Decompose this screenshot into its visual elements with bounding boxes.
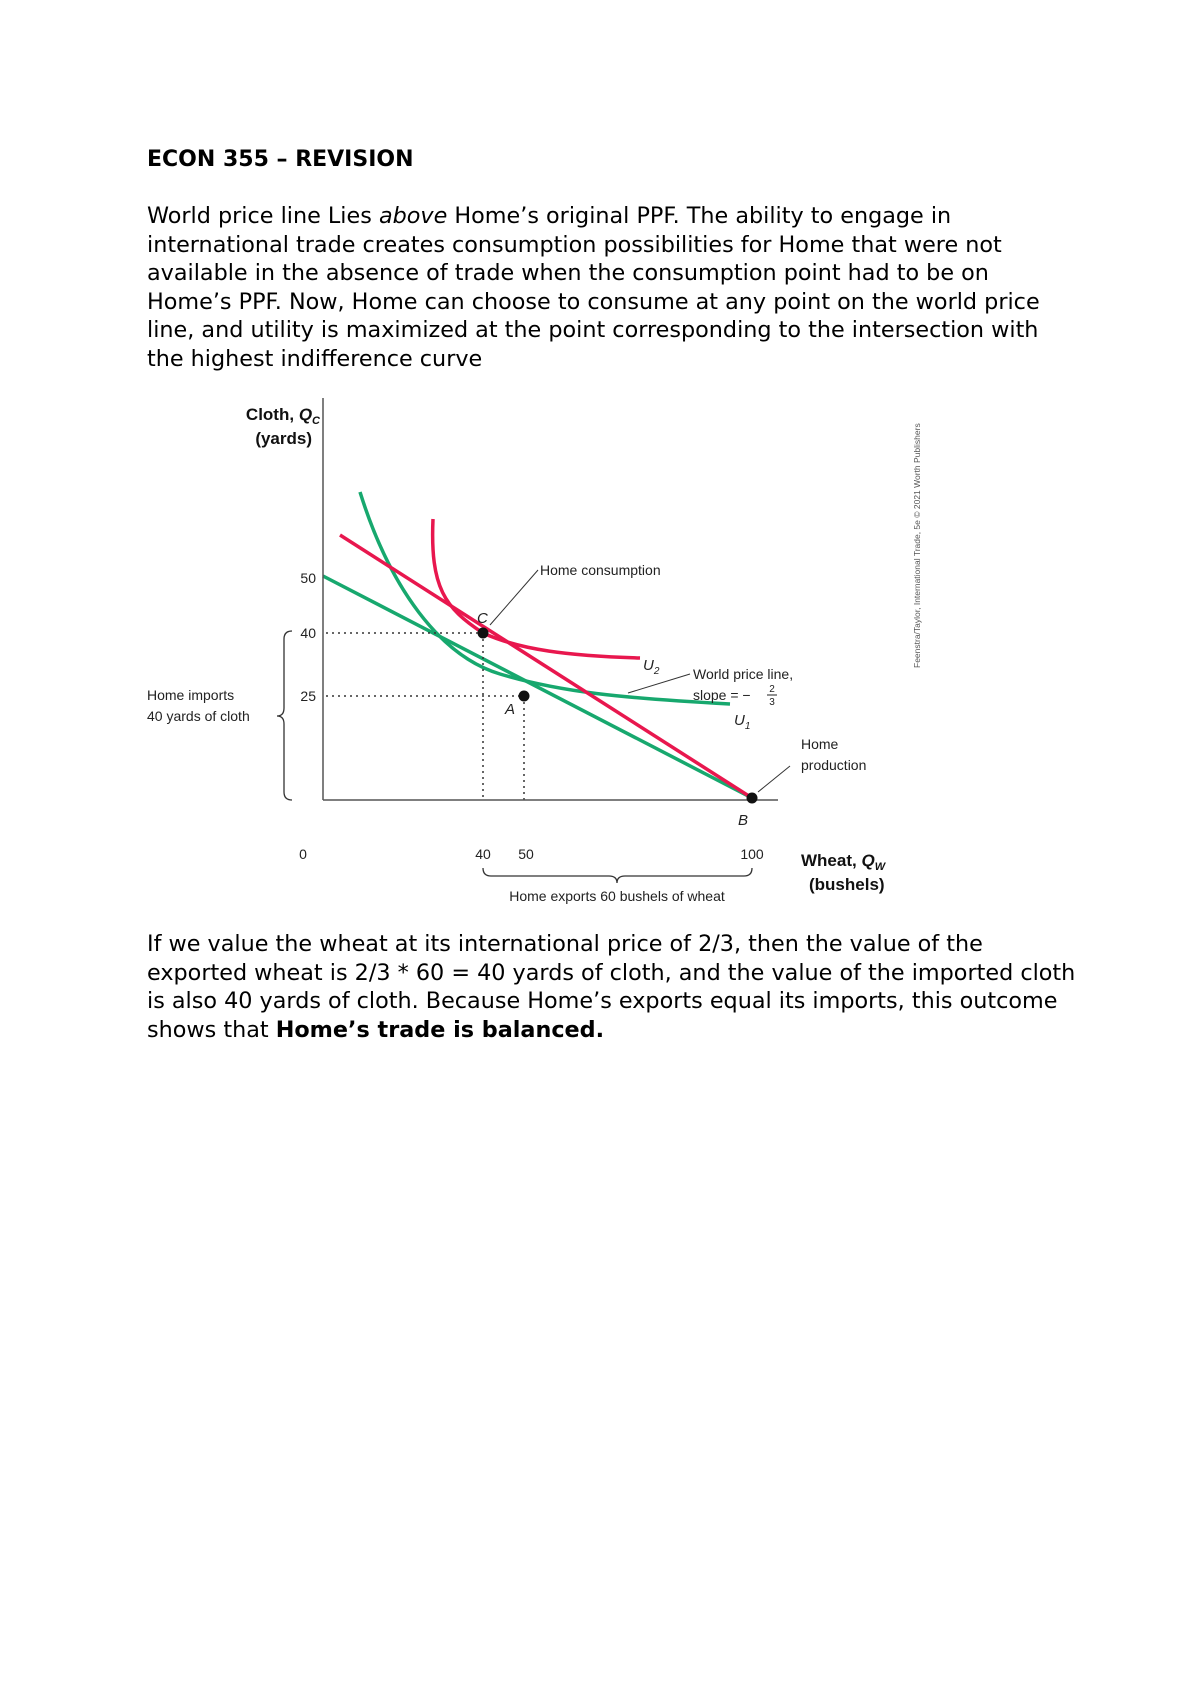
- u1-indifference-curve: [360, 492, 730, 704]
- home-production-label-2: production: [801, 757, 867, 773]
- home-imports-label-1: Home imports: [147, 687, 235, 703]
- x-axis-units: (bushels): [809, 875, 885, 894]
- y-axis-sub: C: [312, 415, 320, 427]
- u1-label: [734, 712, 750, 732]
- callout-home-production: [758, 766, 790, 792]
- y-tick-40: 40: [300, 625, 316, 641]
- x-axis-title-text: Wheat,: [801, 851, 862, 870]
- point-a-label: A: [505, 701, 516, 718]
- y-axis-var: Q: [298, 405, 313, 424]
- home-imports-brace: [277, 631, 292, 800]
- y-tick-50: 50: [300, 570, 316, 586]
- paragraph-world-price-line: [147, 202, 1077, 373]
- home-production-label-1: Home: [801, 736, 839, 752]
- x-tick-40: 40: [475, 846, 491, 862]
- y-tick-25: 25: [300, 688, 316, 704]
- paragraph-trade-balance: [147, 930, 1077, 1044]
- u1-label-sub: 1: [744, 721, 751, 732]
- home-exports-brace: [483, 868, 752, 883]
- u1-label-letter: U: [734, 712, 745, 729]
- paragraph1-emphasis: above: [378, 203, 448, 229]
- slope-label: slope = −: [693, 687, 751, 703]
- point-b: [747, 793, 758, 804]
- trade-diagram: [140, 388, 940, 918]
- ppf-line: [323, 576, 752, 798]
- callout-home-consumption: [490, 570, 538, 625]
- point-c-label: C: [477, 610, 488, 627]
- point-a: [519, 691, 530, 702]
- u2-indifference-curve: [433, 519, 640, 658]
- publisher-credit: Feenstra/Taylor, International Trade, 5e © 2021 Worth Publishers: [912, 423, 922, 668]
- slope-numerator: 2: [769, 684, 775, 695]
- world-price-line-label: World price line,: [693, 666, 794, 682]
- u2-label-sub: 2: [653, 666, 660, 677]
- x-axis-sub: W: [874, 861, 886, 873]
- x-axis-title: [801, 851, 887, 873]
- paragraph1-text-a: World price line Lies: [147, 203, 379, 229]
- x-tick-50: 50: [518, 846, 534, 862]
- home-imports-label-2: 40 yards of cloth: [147, 708, 250, 724]
- slope-denominator: 3: [769, 697, 775, 708]
- y-axis-title-text: Cloth,: [245, 405, 299, 424]
- point-c: [478, 628, 489, 639]
- paragraph1-text-b: Home’s original PPF. The ability to engage in international trade creates consumption possibilities for Home that were not available in the absence of trade when the consumption point had to be on Home’s PPF. Now, Home can choose to consume at any point on the world price line, and utility is maximized at the point corresponding to the intersection with the highest indifference curve: [147, 203, 1040, 372]
- x-tick-100: 100: [740, 846, 764, 862]
- y-axis-title: [246, 405, 321, 427]
- x-axis-var: Q: [861, 851, 875, 870]
- trade-diagram-figure: [140, 388, 940, 918]
- point-b-label: B: [738, 812, 749, 829]
- home-consumption-label: Home consumption: [540, 562, 661, 578]
- document-heading: ECON 355 – REVISION: [147, 147, 414, 172]
- paragraph2-conclusion: Home’s trade is balanced.: [275, 1016, 605, 1043]
- home-exports-label: Home exports 60 bushels of wheat: [509, 888, 725, 904]
- u2-label-letter: U: [643, 657, 654, 674]
- u2-label: [643, 657, 660, 677]
- paragraph2-text: If we value the wheat at its international price of 2/3, then the value of the exported wheat is 2/3 * 60 = 40 yards of cloth, and the value of the imported cloth is also 40 yards of cloth. Because Home’s exports equal its imports, this outcome shows that: [147, 931, 1076, 1043]
- x-tick-0: 0: [299, 846, 307, 862]
- y-axis-units: (yards): [255, 429, 312, 448]
